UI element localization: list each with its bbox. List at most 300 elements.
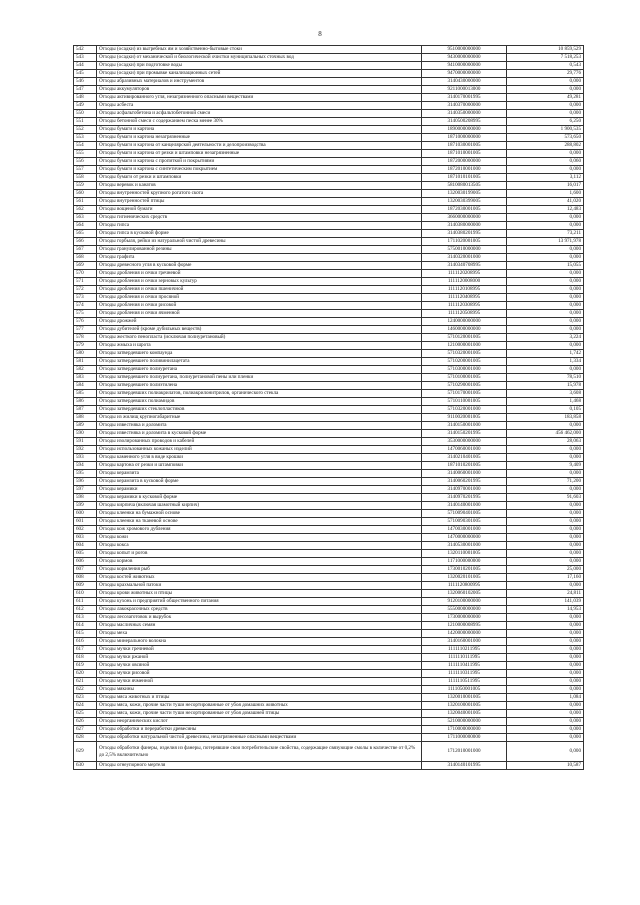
row-number-cell: 594 bbox=[74, 462, 97, 470]
waste-amount-cell: 0,000 bbox=[507, 622, 584, 630]
waste-name-cell: Отходы затвердевшего полиэтилена bbox=[97, 382, 422, 390]
table-row bbox=[74, 326, 584, 334]
waste-amount-cell: 0,000 bbox=[507, 558, 584, 566]
waste-name-cell: Отходы мучки ячменной bbox=[97, 678, 422, 686]
waste-name-cell: Отходы затвердевшего полиуретана, полиуретановой пены или пленки bbox=[97, 374, 422, 382]
row-number-cell: 627 bbox=[74, 726, 97, 734]
table-row bbox=[74, 542, 584, 550]
table-row bbox=[74, 94, 584, 102]
table-row bbox=[74, 526, 584, 534]
waste-code-cell: 5710110001005 bbox=[422, 398, 507, 406]
waste-amount-cell: 0,000 bbox=[507, 342, 584, 350]
waste-name-cell: Отходы минерального волокна bbox=[97, 638, 422, 646]
waste-amount-cell: 288,802 bbox=[507, 142, 584, 150]
waste-name-cell: Отходы клеенки на тканевой основе bbox=[97, 518, 422, 526]
row-number-cell: 546 bbox=[74, 78, 97, 86]
waste-code-cell: 9430000000000 bbox=[422, 54, 507, 62]
row-number-cell: 611 bbox=[74, 598, 97, 606]
row-number-cell: 552 bbox=[74, 126, 97, 134]
table-row bbox=[74, 510, 584, 518]
waste-name-cell: Отходы кожи bbox=[97, 534, 422, 542]
waste-code-cell: 1111120208995 bbox=[422, 270, 507, 278]
table-row bbox=[74, 126, 584, 134]
waste-amount-cell: 183,858 bbox=[507, 414, 584, 422]
waste-name-cell: Отходы мяса, кожи, прочие части туши несортированные от убоя домашних животных bbox=[97, 702, 422, 710]
table-row bbox=[74, 566, 584, 574]
table-row bbox=[74, 238, 584, 246]
waste-name-cell: Отходы мякины bbox=[97, 686, 422, 694]
table-row bbox=[74, 598, 584, 606]
row-number-cell: 570 bbox=[74, 270, 97, 278]
waste-amount-cell: 0,000 bbox=[507, 638, 584, 646]
waste-amount-cell: 0,000 bbox=[507, 470, 584, 478]
row-number-cell: 583 bbox=[74, 374, 97, 382]
waste-code-cell: 1111110311995 bbox=[422, 670, 507, 678]
table-row bbox=[74, 446, 584, 454]
waste-code-cell: 3140500208995 bbox=[422, 118, 507, 126]
waste-name-cell: Отходы бумаги и картона bbox=[97, 126, 422, 134]
row-number-cell: 582 bbox=[74, 366, 97, 374]
waste-name-cell: Отходы костей животных bbox=[97, 574, 422, 582]
waste-code-cell: 3530000000000 bbox=[422, 438, 507, 446]
waste-code-cell: 1872010001000 bbox=[422, 166, 507, 174]
waste-code-cell: 1320040001005 bbox=[422, 710, 507, 718]
waste-code-cell: 3660000000000 bbox=[422, 214, 507, 222]
waste-name-cell: Отходы бумаги и картона незагрязненные bbox=[97, 134, 422, 142]
waste-name-cell: Отходы крахмальной патоки bbox=[97, 582, 422, 590]
table-row bbox=[74, 694, 584, 702]
waste-amount-cell: 0,000 bbox=[507, 150, 584, 158]
row-number-cell: 563 bbox=[74, 214, 97, 222]
row-number-cell: 567 bbox=[74, 246, 97, 254]
row-number-cell: 571 bbox=[74, 278, 97, 286]
row-number-cell: 603 bbox=[74, 534, 97, 542]
waste-name-cell: Отходы дрожжей bbox=[97, 318, 422, 326]
table-row bbox=[74, 518, 584, 526]
table-row bbox=[74, 742, 584, 762]
waste-code-cell: 3140380000000 bbox=[422, 222, 507, 230]
waste-name-cell: Отходы дробления и сечки ячменной bbox=[97, 310, 422, 318]
waste-code-cell: 1320060102005 bbox=[422, 590, 507, 598]
waste-amount-cell: 0,000 bbox=[507, 294, 584, 302]
waste-name-cell: Отходы веревок и канатов bbox=[97, 182, 422, 190]
waste-code-cell: 5750010000000 bbox=[422, 246, 507, 254]
waste-code-cell: 1871010001005 bbox=[422, 150, 507, 158]
row-number-cell: 600 bbox=[74, 510, 97, 518]
waste-code-cell: 3140060201995 bbox=[422, 478, 507, 486]
table-row bbox=[74, 574, 584, 582]
waste-code-cell: 1320010001005 bbox=[422, 694, 507, 702]
row-number-cell: 580 bbox=[74, 350, 97, 358]
row-number-cell: 592 bbox=[74, 446, 97, 454]
waste-code-cell: 1470000000000 bbox=[422, 534, 507, 542]
waste-code-cell: 1711020001005 bbox=[422, 238, 507, 246]
waste-code-cell: 1470030001000 bbox=[422, 526, 507, 534]
waste-amount-cell: 0,000 bbox=[507, 542, 584, 550]
waste-name-cell: Отходы обработки и переработки древесины bbox=[97, 726, 422, 734]
waste-amount-cell: 3,608 bbox=[507, 390, 584, 398]
table-row bbox=[74, 134, 584, 142]
waste-code-cell: 1730010201005 bbox=[422, 566, 507, 574]
row-number-cell: 584 bbox=[74, 382, 97, 390]
table-row bbox=[74, 406, 584, 414]
waste-code-cell: 1872000000000 bbox=[422, 158, 507, 166]
table-row bbox=[74, 726, 584, 734]
row-number-cell: 547 bbox=[74, 86, 97, 94]
table-row bbox=[74, 630, 584, 638]
waste-amount-cell: 141,039 bbox=[507, 598, 584, 606]
table-row bbox=[74, 710, 584, 718]
waste-name-cell: Отходы жмыха и шрота bbox=[97, 342, 422, 350]
waste-name-cell: Отходы бумаги и картона с пропиткой и покрытиями bbox=[97, 158, 422, 166]
row-number-cell: 599 bbox=[74, 502, 97, 510]
waste-name-cell: Отходы копыт и рогов bbox=[97, 550, 422, 558]
waste-name-cell: Отходы гранулированной резины bbox=[97, 246, 422, 254]
waste-code-cell: 5710200001005 bbox=[422, 358, 507, 366]
waste-name-cell: Отходы активированного угля, незагрязненного опасными веществами bbox=[97, 94, 422, 102]
table-row bbox=[74, 494, 584, 502]
row-number-cell: 576 bbox=[74, 318, 97, 326]
waste-code-cell: 1111120800995 bbox=[422, 582, 507, 590]
waste-amount-cell: 0,000 bbox=[507, 318, 584, 326]
waste-code-cell: 1320030399005 bbox=[422, 198, 507, 206]
row-number-cell: 608 bbox=[74, 574, 97, 582]
table-row bbox=[74, 166, 584, 174]
table-row bbox=[74, 414, 584, 422]
waste-name-cell: Отходы кормов bbox=[97, 558, 422, 566]
waste-code-cell: 1712010001000 bbox=[422, 742, 507, 762]
waste-name-cell: Отходы горбыля, рейки из натуральной чистой древесины bbox=[97, 238, 422, 246]
row-number-cell: 562 bbox=[74, 206, 97, 214]
table-row bbox=[74, 374, 584, 382]
waste-name-cell: Отходы керамики bbox=[97, 486, 422, 494]
waste-name-cell: Отходы меха bbox=[97, 630, 422, 638]
table-row bbox=[74, 350, 584, 358]
table-row bbox=[74, 582, 584, 590]
waste-code-cell: 9120100000000 bbox=[422, 598, 507, 606]
waste-name-cell: Отходы затвердевшего полиуретана bbox=[97, 366, 422, 374]
waste-code-cell: 1320100001005 bbox=[422, 702, 507, 710]
table-row bbox=[74, 430, 584, 438]
table-row bbox=[74, 310, 584, 318]
table-row bbox=[74, 54, 584, 62]
waste-amount-cell: 1,600 bbox=[507, 190, 584, 198]
row-number-cell: 581 bbox=[74, 358, 97, 366]
waste-code-cell: 1111120008000 bbox=[422, 278, 507, 286]
row-number-cell: 622 bbox=[74, 686, 97, 694]
waste-code-cell: 1871010201005 bbox=[422, 462, 507, 470]
waste-amount-cell: 0,000 bbox=[507, 510, 584, 518]
table-row bbox=[74, 246, 584, 254]
table-row bbox=[74, 262, 584, 270]
table-row bbox=[74, 678, 584, 686]
row-number-cell: 606 bbox=[74, 558, 97, 566]
waste-amount-cell: 0,000 bbox=[507, 278, 584, 286]
waste-name-cell: Отходы мяса, кожи, прочие части туши несортированные от убоя домашней птицы bbox=[97, 710, 422, 718]
waste-name-cell: Отходы асфальтобетона и асфальтобетонной смеси bbox=[97, 110, 422, 118]
table-row bbox=[74, 46, 584, 54]
waste-name-cell: Отходы графита bbox=[97, 254, 422, 262]
waste-amount-cell: 16,017 bbox=[507, 182, 584, 190]
table-row bbox=[74, 334, 584, 342]
waste-amount-cell: 0,000 bbox=[507, 702, 584, 710]
row-number-cell: 615 bbox=[74, 630, 97, 638]
row-number-cell: 545 bbox=[74, 70, 97, 78]
waste-amount-cell: 0,000 bbox=[507, 214, 584, 222]
waste-name-cell: Отходы асбеста bbox=[97, 102, 422, 110]
waste-amount-cell: 0,000 bbox=[507, 550, 584, 558]
row-number-cell: 544 bbox=[74, 62, 97, 70]
row-number-cell: 604 bbox=[74, 542, 97, 550]
waste-code-cell: 1240000000000 bbox=[422, 318, 507, 326]
table-row bbox=[74, 382, 584, 390]
row-number-cell: 617 bbox=[74, 646, 97, 654]
waste-amount-cell: 41,020 bbox=[507, 198, 584, 206]
waste-code-cell: 1210000008995 bbox=[422, 622, 507, 630]
table-row bbox=[74, 734, 584, 742]
waste-name-cell: Отходы неорганических кислот bbox=[97, 718, 422, 726]
row-number-cell: 588 bbox=[74, 414, 97, 422]
waste-code-cell: 1730000000000 bbox=[422, 614, 507, 622]
table-row bbox=[74, 622, 584, 630]
waste-code-cell: 9510000000000 bbox=[422, 46, 507, 54]
waste-amount-cell: 0,000 bbox=[507, 670, 584, 678]
row-number-cell: 612 bbox=[74, 606, 97, 614]
waste-code-cell: 9470000000000 bbox=[422, 70, 507, 78]
waste-name-cell: Отходы лакокрасочных средств bbox=[97, 606, 422, 614]
row-number-cell: 589 bbox=[74, 422, 97, 430]
waste-amount-cell: 0,000 bbox=[507, 110, 584, 118]
row-number-cell: 621 bbox=[74, 678, 97, 686]
waste-amount-cell: 0,000 bbox=[507, 646, 584, 654]
row-number-cell: 550 bbox=[74, 110, 97, 118]
waste-name-cell: Отходы (осадки) из выгребных ям и хозяйственно-бытовые стоки bbox=[97, 46, 422, 54]
waste-name-cell: Отходы изолированных проводов и кабелей bbox=[97, 438, 422, 446]
waste-code-cell: 3140140001000 bbox=[422, 502, 507, 510]
waste-code-cell: 5210000000000 bbox=[422, 718, 507, 726]
waste-name-cell: Отходы картона от резки и штамповки bbox=[97, 462, 422, 470]
waste-name-cell: Отходы затвердевших полиамидов bbox=[97, 398, 422, 406]
row-number-cell: 626 bbox=[74, 718, 97, 726]
waste-name-cell: Отходы использованных кожаных изделий bbox=[97, 446, 422, 454]
row-number-cell: 602 bbox=[74, 526, 97, 534]
waste-name-cell: Отходы аккумуляторов bbox=[97, 86, 422, 94]
waste-code-cell: 3140380201995 bbox=[422, 230, 507, 238]
row-number-cell: 598 bbox=[74, 494, 97, 502]
waste-amount-cell: 0,000 bbox=[507, 582, 584, 590]
waste-amount-cell: 0,000 bbox=[507, 526, 584, 534]
waste-name-cell: Отходы кокса bbox=[97, 542, 422, 550]
waste-code-cell: 5710170001005 bbox=[422, 390, 507, 398]
waste-amount-cell: 0,000 bbox=[507, 302, 584, 310]
waste-code-cell: 1111120108995 bbox=[422, 286, 507, 294]
waste-name-cell: Отходы (осадки) при промывке канализационных сетей bbox=[97, 70, 422, 78]
waste-name-cell: Отходы керамики в кусковой форме bbox=[97, 494, 422, 502]
waste-code-cell: 1111110111995 bbox=[422, 654, 507, 662]
table-row bbox=[74, 102, 584, 110]
waste-amount-cell: 24,811 bbox=[507, 590, 584, 598]
row-number-cell: 564 bbox=[74, 222, 97, 230]
row-number-cell: 577 bbox=[74, 326, 97, 334]
row-number-cell: 625 bbox=[74, 710, 97, 718]
table-row bbox=[74, 150, 584, 158]
row-number-cell: 569 bbox=[74, 262, 97, 270]
row-number-cell: 597 bbox=[74, 486, 97, 494]
waste-code-cell: 5710100001005 bbox=[422, 374, 507, 382]
waste-amount-cell: 78,510 bbox=[507, 374, 584, 382]
row-number-cell: 543 bbox=[74, 54, 97, 62]
waste-code-cell: 1111120408995 bbox=[422, 294, 507, 302]
waste-name-cell: Отходы каменного угля в виде крошки bbox=[97, 454, 422, 462]
waste-name-cell: Отходы керамзита в кусковой форме bbox=[97, 478, 422, 486]
waste-amount-cell: 0,000 bbox=[507, 686, 584, 694]
waste-amount-cell: 0,000 bbox=[507, 422, 584, 430]
table-row bbox=[74, 454, 584, 462]
table-row bbox=[74, 270, 584, 278]
waste-name-cell: Отходы внутренностей птицы bbox=[97, 198, 422, 206]
waste-name-cell: Отходы кирпича (включая шамотный кирпич) bbox=[97, 502, 422, 510]
waste-name-cell: Отходы гипса bbox=[97, 222, 422, 230]
waste-code-cell: 3140350000000 bbox=[422, 110, 507, 118]
table-row bbox=[74, 614, 584, 622]
row-number-cell: 616 bbox=[74, 638, 97, 646]
table-row bbox=[74, 662, 584, 670]
waste-code-cell: 1711000000000 bbox=[422, 734, 507, 742]
waste-name-cell: Отходы бумаги и картона с синтетическим покрытием bbox=[97, 166, 422, 174]
waste-code-cell: 1890000000000 bbox=[422, 126, 507, 134]
waste-amount-cell: 0,000 bbox=[507, 534, 584, 542]
table-row bbox=[74, 342, 584, 350]
row-number-cell: 620 bbox=[74, 670, 97, 678]
waste-name-cell: Отходы кухонь и предприятий общественного питания bbox=[97, 598, 422, 606]
waste-amount-cell: 0,000 bbox=[507, 78, 584, 86]
table-row bbox=[74, 558, 584, 566]
waste-amount-cell: 15,055 bbox=[507, 262, 584, 270]
row-number-cell: 555 bbox=[74, 150, 97, 158]
waste-code-cell: 5710290001005 bbox=[422, 382, 507, 390]
row-number-cell: 613 bbox=[74, 614, 97, 622]
row-number-cell: 575 bbox=[74, 310, 97, 318]
waste-code-cell: 9211000013000 bbox=[422, 86, 507, 94]
waste-name-cell: Отходы бетонной смеси с содержанием песка менее 30% bbox=[97, 118, 422, 126]
waste-amount-cell: 0,543 bbox=[507, 62, 584, 70]
waste-amount-cell: 10,587 bbox=[507, 762, 584, 770]
waste-name-cell: Отходы (осадки) при подготовке воды bbox=[97, 62, 422, 70]
waste-amount-cell: 0,000 bbox=[507, 502, 584, 510]
waste-name-cell: Отходы дробления и сечки рисовой bbox=[97, 302, 422, 310]
table-row bbox=[74, 470, 584, 478]
table-row bbox=[74, 118, 584, 126]
waste-amount-cell: 91,603 bbox=[507, 494, 584, 502]
table-row bbox=[74, 590, 584, 598]
waste-name-cell: Отходы масличных семян bbox=[97, 622, 422, 630]
waste-amount-cell: 0,000 bbox=[507, 518, 584, 526]
row-number-cell: 619 bbox=[74, 662, 97, 670]
row-number-cell: 573 bbox=[74, 294, 97, 302]
waste-name-cell: Отходы древесного угля в кусковой форме bbox=[97, 262, 422, 270]
waste-name-cell: Отходы затвердевшего компаунда bbox=[97, 350, 422, 358]
row-number-cell: 593 bbox=[74, 454, 97, 462]
row-number-cell: 609 bbox=[74, 582, 97, 590]
waste-amount-cell: 73,211 bbox=[507, 230, 584, 238]
waste-code-cell: 3140430000000 bbox=[422, 78, 507, 86]
table-row bbox=[74, 422, 584, 430]
waste-code-cell: 5710320001000 bbox=[422, 406, 507, 414]
waste-code-cell: 5710300001000 bbox=[422, 366, 507, 374]
waste-code-cell: 9110020001005 bbox=[422, 414, 507, 422]
waste-amount-cell: 17,160 bbox=[507, 574, 584, 582]
waste-name-cell: Отходы обработки натуральной чистой древесины, незагрязненные опасными веществами bbox=[97, 734, 422, 742]
waste-amount-cell: 0,000 bbox=[507, 486, 584, 494]
waste-name-cell: Отходы дробления и сечки зерновых культур bbox=[97, 278, 422, 286]
table-row bbox=[74, 254, 584, 262]
waste-name-cell: Отходы дробления и сечки гречневой bbox=[97, 270, 422, 278]
table-row bbox=[74, 142, 584, 150]
table-row bbox=[74, 286, 584, 294]
waste-amount-cell: 0,000 bbox=[507, 310, 584, 318]
waste-amount-cell: 0,000 bbox=[507, 678, 584, 686]
waste-name-cell: Отходы жесткого пенопласта (исключая полиуретановый) bbox=[97, 334, 422, 342]
row-number-cell: 596 bbox=[74, 478, 97, 486]
row-number-cell: 614 bbox=[74, 622, 97, 630]
waste-name-cell: Отходы дробления и сечки пшеничной bbox=[97, 286, 422, 294]
waste-amount-cell: 456 462,000 bbox=[507, 430, 584, 438]
table-row bbox=[74, 70, 584, 78]
waste-amount-cell: 3,112 bbox=[507, 174, 584, 182]
waste-code-cell: 1320030199005 bbox=[422, 190, 507, 198]
waste-code-cell: 1111110211995 bbox=[422, 646, 507, 654]
waste-name-cell: Отходы гипса в кусковой форме bbox=[97, 230, 422, 238]
waste-amount-cell: 0,000 bbox=[507, 254, 584, 262]
table-row bbox=[74, 278, 584, 286]
waste-code-cell: 3140150001000 bbox=[422, 422, 507, 430]
table-row bbox=[74, 158, 584, 166]
waste-amount-cell: 0,000 bbox=[507, 286, 584, 294]
row-number-cell: 557 bbox=[74, 166, 97, 174]
waste-amount-cell: 1,084 bbox=[507, 694, 584, 702]
waste-amount-cell: 0,000 bbox=[507, 270, 584, 278]
row-number-cell: 623 bbox=[74, 694, 97, 702]
waste-name-cell: Отходы лесозаготовок и вырубок bbox=[97, 614, 422, 622]
waste-code-cell: 1470060001000 bbox=[422, 446, 507, 454]
waste-amount-cell: 25,000 bbox=[507, 566, 584, 574]
waste-amount-cell: 28,063 bbox=[507, 438, 584, 446]
waste-code-cell: 3140170001995 bbox=[422, 94, 507, 102]
waste-code-cell: 3140320001000 bbox=[422, 254, 507, 262]
table-row bbox=[74, 190, 584, 198]
waste-name-cell: Отходы обработки фанеры, изделия из фанеры, потерявшие свои потребительские свойства, содержащие связующие смолы в количестве от 0,2% до 2,5% включительно bbox=[97, 742, 422, 762]
table-row bbox=[74, 478, 584, 486]
waste-name-cell: Отходы вощеной бумаги bbox=[97, 206, 422, 214]
waste-amount-cell: 1 900,535 bbox=[507, 126, 584, 134]
row-number-cell: 591 bbox=[74, 438, 97, 446]
table-row bbox=[74, 646, 584, 654]
row-number-cell: 556 bbox=[74, 158, 97, 166]
waste-code-cell: 1111050001005 bbox=[422, 686, 507, 694]
row-number-cell: 590 bbox=[74, 430, 97, 438]
row-number-cell: 628 bbox=[74, 734, 97, 742]
row-number-cell: 607 bbox=[74, 566, 97, 574]
table-row bbox=[74, 654, 584, 662]
waste-name-cell: Отходы затвердевших стеклопластиков bbox=[97, 406, 422, 414]
row-number-cell: 561 bbox=[74, 198, 97, 206]
row-number-cell: 554 bbox=[74, 142, 97, 150]
waste-amount-cell: 0,105 bbox=[507, 406, 584, 414]
waste-amount-cell: 13 971,978 bbox=[507, 238, 584, 246]
table-row bbox=[74, 486, 584, 494]
waste-name-cell: Отходы затвердевшего поливинилацетата bbox=[97, 358, 422, 366]
waste-amount-cell: 14,953 bbox=[507, 606, 584, 614]
